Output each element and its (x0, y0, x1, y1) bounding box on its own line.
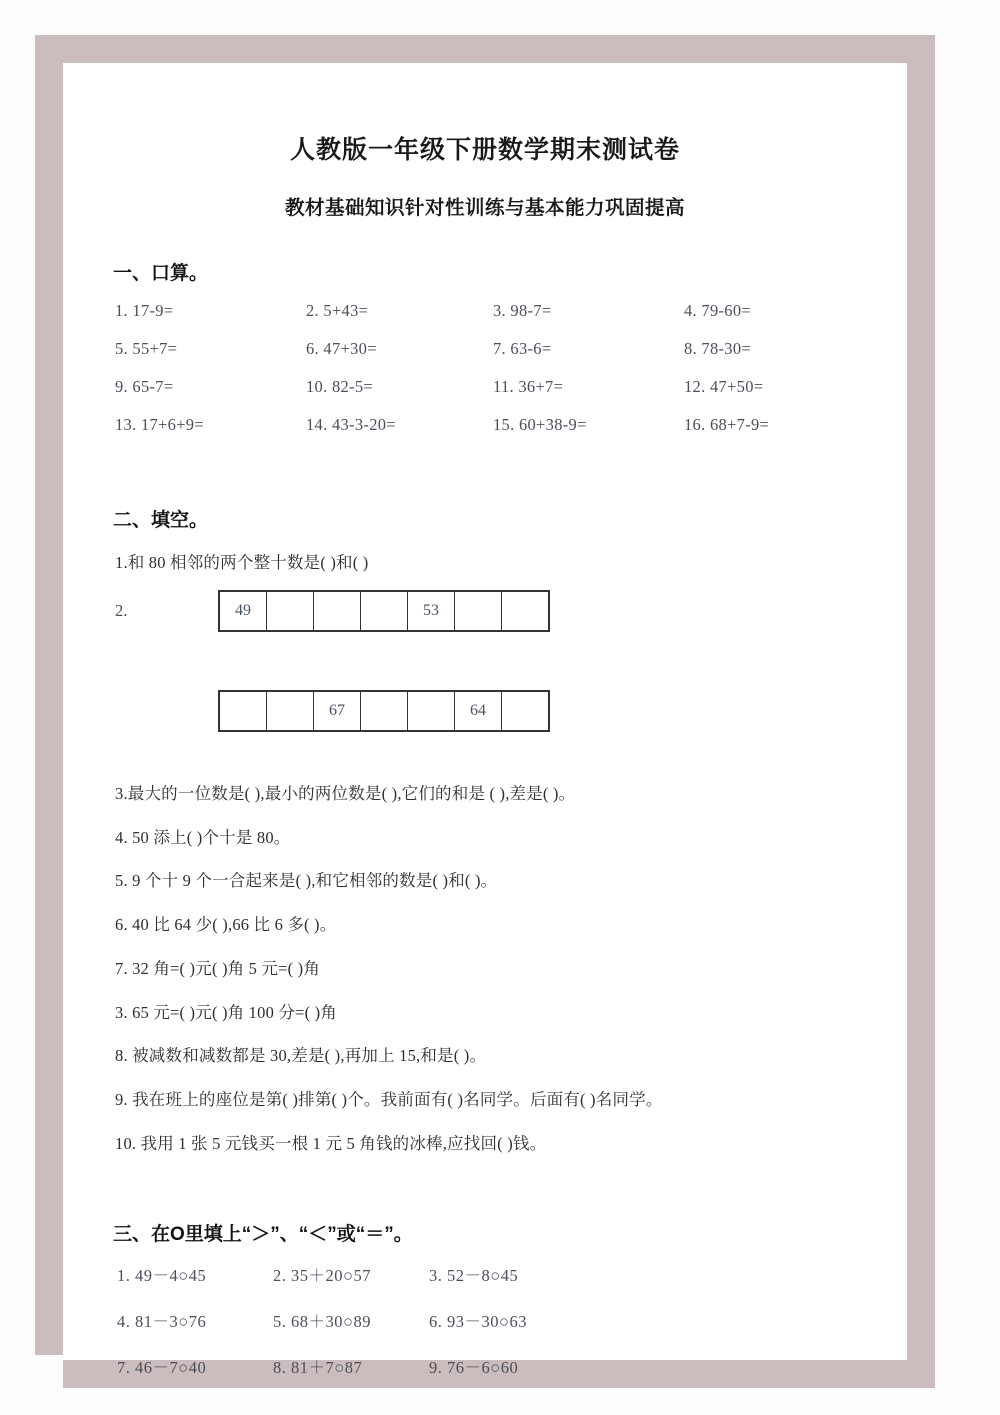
oral-problem: 16. 68+7-9= (684, 415, 770, 434)
comparison-item: 8. 81＋7○87 (273, 1357, 363, 1377)
fill-question-6: 6. 40 比 64 少( ),66 比 6 多( )。 (115, 915, 337, 934)
oral-problem: 11. 36+7= (493, 377, 564, 396)
number-strip-cell[interactable]: 64 (455, 691, 502, 731)
number-strip-1 (218, 590, 550, 632)
number-strip-cell[interactable] (455, 591, 502, 631)
number-strip-2-row (103, 690, 867, 732)
number-strip-cell[interactable]: 53 (408, 591, 455, 631)
fill-question-8: 8. 被减数和减数都是 30,差是( ),再加上 15,和是( )。 (115, 1046, 487, 1066)
comparison-grid (103, 1262, 867, 1378)
page-frame-right-bar (907, 35, 935, 1360)
fill-question-10: 10. 我用 1 张 5 元钱买一根 1 元 5 角钱的冰棒,应找回( )钱。 (115, 1133, 547, 1153)
comparison-item: 6. 93－30○63 (429, 1311, 527, 1331)
section-comparisons (103, 1157, 867, 1378)
page-frame-left-bar (35, 35, 63, 1355)
oral-problem: 2. 5+43= (306, 301, 369, 320)
oral-problem: 14. 43-3-20= (306, 415, 396, 434)
oral-problem: 13. 17+6+9= (115, 415, 204, 434)
fill-question-9: 9. 我在班上的座位是第( )排第( )个。我前面有( )名同学。后面有( )名同学。 (115, 1090, 663, 1109)
comparison-item: 3. 52－8○45 (429, 1265, 519, 1285)
comparison-item: 5. 68＋30○89 (273, 1311, 371, 1331)
section-heading-oral-arithmetic: 一、口算。 (113, 263, 209, 284)
oral-problem: 6. 47+30= (306, 339, 377, 358)
oral-problem: 12. 47+50= (684, 377, 764, 396)
comparison-item: 4. 81－3○76 (117, 1311, 207, 1331)
exam-paper-sheet (63, 63, 907, 1377)
number-strip-cell[interactable] (314, 591, 361, 631)
oral-arithmetic-grid (103, 301, 867, 435)
comparison-row (117, 1308, 867, 1332)
number-strip-cell[interactable] (267, 691, 314, 731)
section-heading-comparisons: 三、在O里填上“＞”、“＜”或“＝”。 (113, 1223, 413, 1245)
oral-problem: 1. 17-9= (115, 301, 174, 320)
oral-problem: 3. 98-7= (493, 301, 552, 320)
page-frame-top-bar (35, 35, 935, 63)
fill-question-7: 7. 32 角=( )元( )角 5 元=( )角 (115, 958, 321, 978)
section-heading-fill-in-blanks: 二、填空。 (113, 510, 209, 531)
comparison-item: 1. 49－4○45 (117, 1265, 207, 1285)
number-strip-cell[interactable] (502, 691, 550, 731)
oral-problem: 15. 60+38-9= (493, 415, 587, 434)
number-strip-cell[interactable] (267, 591, 314, 631)
number-strip-cell[interactable]: 49 (219, 591, 267, 631)
number-strip-2 (218, 690, 550, 732)
comparison-item: 7. 46－7○40 (117, 1357, 207, 1377)
fill-question-2-label: 2. (115, 600, 128, 620)
number-strip-cell[interactable] (219, 691, 267, 731)
oral-arithmetic-row (115, 339, 867, 359)
number-strip-row (219, 691, 549, 731)
number-strip-cell[interactable] (408, 691, 455, 731)
comparison-row (117, 1262, 867, 1286)
page-subtitle: 教材基础知识针对性训练与基本能力巩固提高 (284, 197, 685, 219)
page-title: 人教版一年级下册数学期末测试卷 (289, 136, 680, 164)
oral-problem: 7. 63-6= (493, 339, 552, 358)
number-strip-cell[interactable] (502, 591, 550, 631)
section-fill-in-blanks (103, 453, 867, 1157)
number-strip-cell[interactable] (361, 591, 408, 631)
oral-problem: 10. 82-5= (306, 377, 373, 396)
exam-paper-content (63, 63, 907, 1377)
number-strip-1-row (103, 590, 867, 632)
oral-problem: 5. 55+7= (115, 339, 178, 358)
comparison-item: 2. 35＋20○57 (273, 1265, 371, 1285)
number-strip-cell[interactable]: 67 (314, 691, 361, 731)
number-strip-row (219, 591, 549, 631)
fill-question-4: 4. 50 添上( )个十是 80。 (115, 827, 291, 847)
oral-problem: 9. 65-7= (115, 377, 174, 396)
number-strip-cell[interactable] (361, 691, 408, 731)
fill-question-7b: 3. 65 元=( )元( )角 100 分=( )角 (115, 1002, 337, 1022)
oral-arithmetic-row (115, 301, 867, 321)
fill-question-5: 5. 9 个十 9 个一合起来是( ),和它相邻的数是( )和( )。 (115, 871, 498, 891)
oral-problem: 4. 79-60= (684, 301, 751, 320)
oral-arithmetic-row (115, 377, 867, 397)
fill-question-1: 1.和 80 相邻的两个整十数是( )和( ) (115, 553, 369, 572)
comparison-item: 9. 76－6○60 (429, 1357, 519, 1377)
oral-problem: 8. 78-30= (684, 339, 751, 358)
comparison-row (117, 1354, 867, 1378)
oral-arithmetic-row (115, 415, 867, 435)
fill-question-3: 3.最大的一位数是( ),最小的两位数是( ),它们的和是 ( ),差是( )。 (115, 783, 576, 803)
